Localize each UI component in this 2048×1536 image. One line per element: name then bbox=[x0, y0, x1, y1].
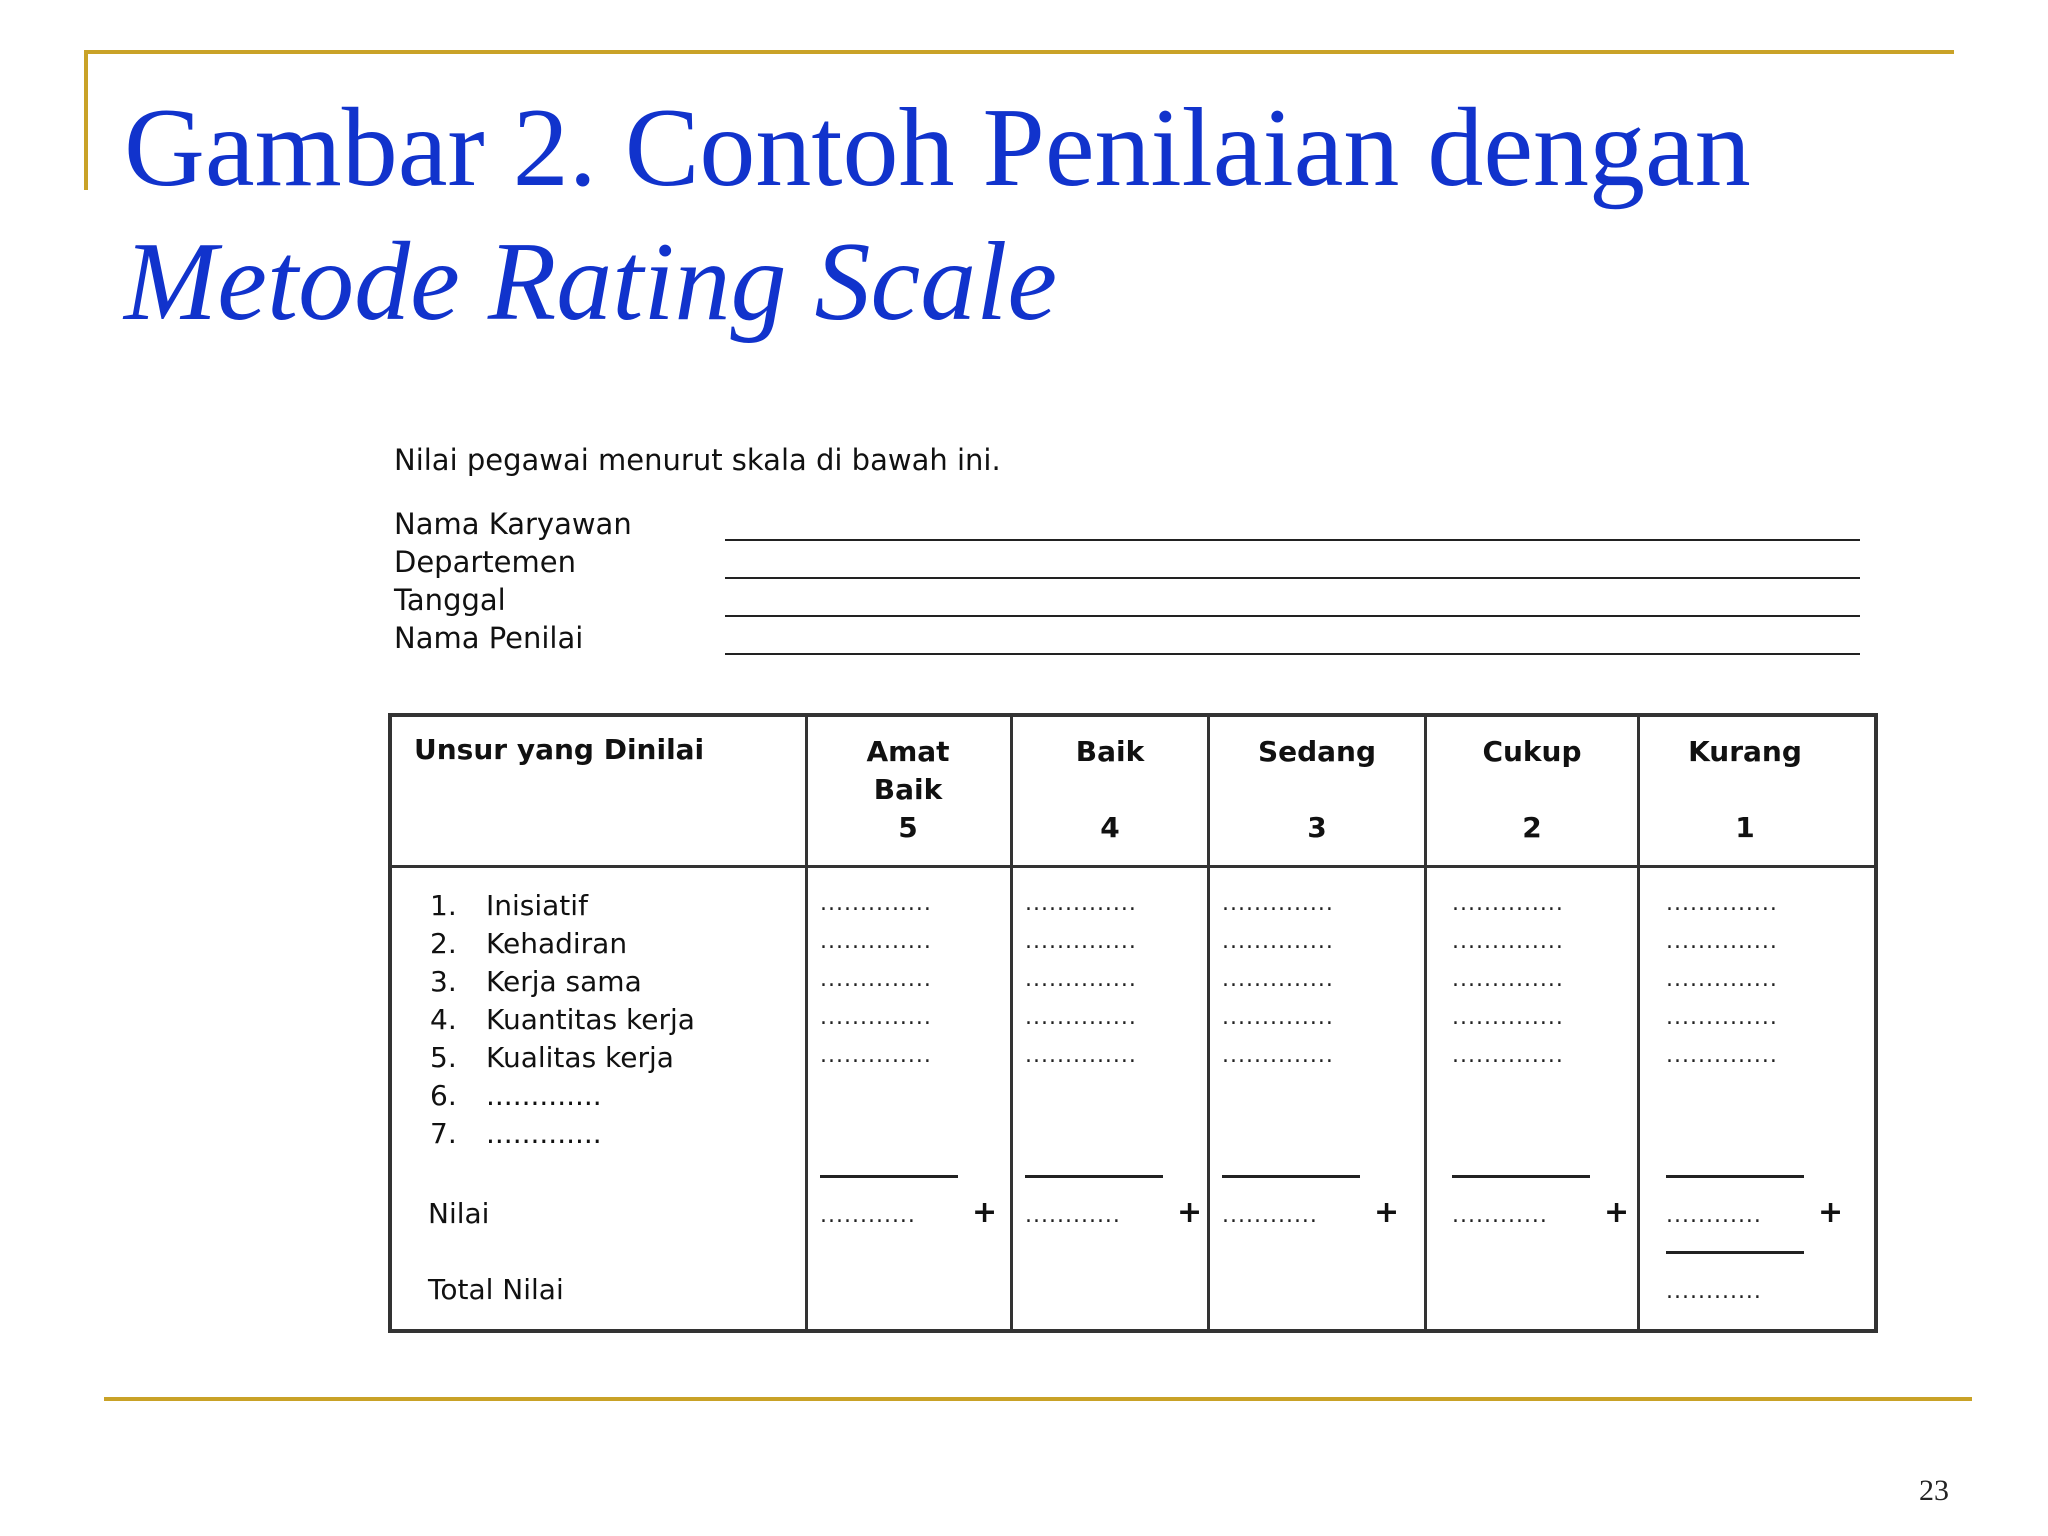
field-line-tanggal bbox=[725, 615, 1860, 617]
rating-table bbox=[388, 713, 1878, 1333]
header-amat-baik-label: Amat Baik bbox=[866, 735, 950, 806]
item-name: ............. bbox=[486, 1079, 602, 1112]
field-label-nama-penilai: Nama Penilai bbox=[394, 621, 584, 655]
field-line-nama-penilai bbox=[725, 653, 1860, 655]
plus-sign: + bbox=[972, 1195, 998, 1230]
field-label-nama-karyawan: Nama Karyawan bbox=[394, 507, 632, 541]
rating-scale-form bbox=[380, 425, 1900, 1355]
nilai-label: Nilai bbox=[428, 1197, 490, 1230]
title-line-1: Gambar 2. Contoh Penilaian dengan bbox=[124, 86, 1751, 210]
item-name: Inisiatif bbox=[486, 889, 588, 922]
score-blank: .............. bbox=[820, 891, 932, 916]
item-number: 1. bbox=[430, 889, 457, 922]
item-name: Kehadiran bbox=[486, 927, 628, 960]
bottom-rule bbox=[104, 1397, 1972, 1401]
sum-line bbox=[1666, 1175, 1804, 1178]
score-blank: .............. bbox=[1222, 967, 1334, 992]
item-number: 2. bbox=[430, 927, 457, 960]
total-nilai-blank: ............ bbox=[1666, 1279, 1762, 1304]
score-blank: .............. bbox=[1222, 891, 1334, 916]
score-blank: .............. bbox=[820, 929, 932, 954]
list-item bbox=[430, 1079, 602, 1112]
sum-line bbox=[1025, 1175, 1163, 1178]
score-blank: .............. bbox=[820, 967, 932, 992]
left-rule bbox=[84, 50, 88, 190]
title-line-2: Metode Rating Scale bbox=[124, 220, 1058, 344]
total-nilai-label: Total Nilai bbox=[428, 1273, 564, 1306]
score-blank: .............. bbox=[1666, 891, 1778, 916]
field-label-departemen: Departemen bbox=[394, 545, 576, 579]
score-blank: .............. bbox=[1452, 929, 1564, 954]
plus-sign: + bbox=[1818, 1195, 1844, 1230]
total-sum-line bbox=[1666, 1251, 1804, 1254]
score-blank: .............. bbox=[1025, 1043, 1137, 1068]
item-number: 5. bbox=[430, 1041, 457, 1074]
score-blank: .............. bbox=[1222, 929, 1334, 954]
header-kurang bbox=[1640, 733, 1850, 847]
item-name: ............. bbox=[486, 1117, 602, 1150]
header-kurang-score: 1 bbox=[1735, 811, 1755, 844]
slide-title bbox=[124, 86, 1751, 344]
score-blank: .............. bbox=[1452, 967, 1564, 992]
list-item bbox=[430, 927, 627, 960]
item-name: Kerja sama bbox=[486, 965, 642, 998]
score-blank: .............. bbox=[1452, 891, 1564, 916]
sum-line bbox=[1452, 1175, 1590, 1178]
item-name: Kualitas kerja bbox=[486, 1041, 674, 1074]
header-cukup-score: 2 bbox=[1522, 811, 1542, 844]
item-number: 4. bbox=[430, 1003, 457, 1036]
item-number: 7. bbox=[430, 1117, 457, 1150]
score-blank: .............. bbox=[1666, 967, 1778, 992]
score-blank: .............. bbox=[1452, 1043, 1564, 1068]
plus-sign: + bbox=[1604, 1195, 1630, 1230]
list-item bbox=[430, 889, 588, 922]
header-amat-baik-score: 5 bbox=[898, 811, 918, 844]
header-cukup bbox=[1427, 733, 1637, 847]
list-item bbox=[430, 1041, 674, 1074]
score-blank: .............. bbox=[1025, 929, 1137, 954]
score-blank: .............. bbox=[1222, 1005, 1334, 1030]
nilai-blank: ............ bbox=[1452, 1203, 1548, 1228]
header-divider bbox=[392, 865, 1874, 868]
field-line-departemen bbox=[725, 577, 1860, 579]
score-blank: .............. bbox=[1025, 891, 1137, 916]
sum-line bbox=[820, 1175, 958, 1178]
score-blank: .............. bbox=[1666, 1005, 1778, 1030]
list-item bbox=[430, 965, 642, 998]
header-baik bbox=[1013, 733, 1207, 847]
score-blank: .............. bbox=[1666, 1043, 1778, 1068]
nilai-blank: ............ bbox=[820, 1203, 916, 1228]
item-number: 3. bbox=[430, 965, 457, 998]
score-blank: .............. bbox=[820, 1043, 932, 1068]
header-unsur: Unsur yang Dinilai bbox=[414, 733, 705, 766]
form-instruction: Nilai pegawai menurut skala di bawah ini. bbox=[394, 443, 1001, 477]
header-kurang-label: Kurang bbox=[1688, 735, 1802, 768]
score-blank: .............. bbox=[1452, 1005, 1564, 1030]
header-sedang-label: Sedang bbox=[1257, 735, 1377, 768]
header-baik-score: 4 bbox=[1100, 811, 1120, 844]
score-blank: .............. bbox=[1025, 967, 1137, 992]
score-blank: .............. bbox=[1666, 929, 1778, 954]
nilai-blank: ............ bbox=[1025, 1203, 1121, 1228]
top-rule bbox=[84, 50, 1954, 54]
header-sedang bbox=[1210, 733, 1424, 847]
header-amat-baik bbox=[808, 733, 1008, 847]
header-baik-label: Baik bbox=[1075, 735, 1145, 768]
nilai-blank: ............ bbox=[1666, 1203, 1762, 1228]
score-blank: .............. bbox=[1025, 1005, 1137, 1030]
list-item bbox=[430, 1117, 602, 1150]
score-blank: .............. bbox=[1222, 1043, 1334, 1068]
score-blank: .............. bbox=[820, 1005, 932, 1030]
field-line-nama-karyawan bbox=[725, 539, 1860, 541]
header-sedang-score: 3 bbox=[1307, 811, 1327, 844]
item-name: Kuantitas kerja bbox=[486, 1003, 695, 1036]
nilai-blank: ............ bbox=[1222, 1203, 1318, 1228]
plus-sign: + bbox=[1374, 1195, 1400, 1230]
page-number: 23 bbox=[1919, 1474, 1949, 1507]
field-label-tanggal: Tanggal bbox=[394, 583, 506, 617]
header-cukup-label: Cukup bbox=[1482, 735, 1582, 768]
item-number: 6. bbox=[430, 1079, 457, 1112]
sum-line bbox=[1222, 1175, 1360, 1178]
list-item bbox=[430, 1003, 695, 1036]
plus-sign: + bbox=[1177, 1195, 1203, 1230]
